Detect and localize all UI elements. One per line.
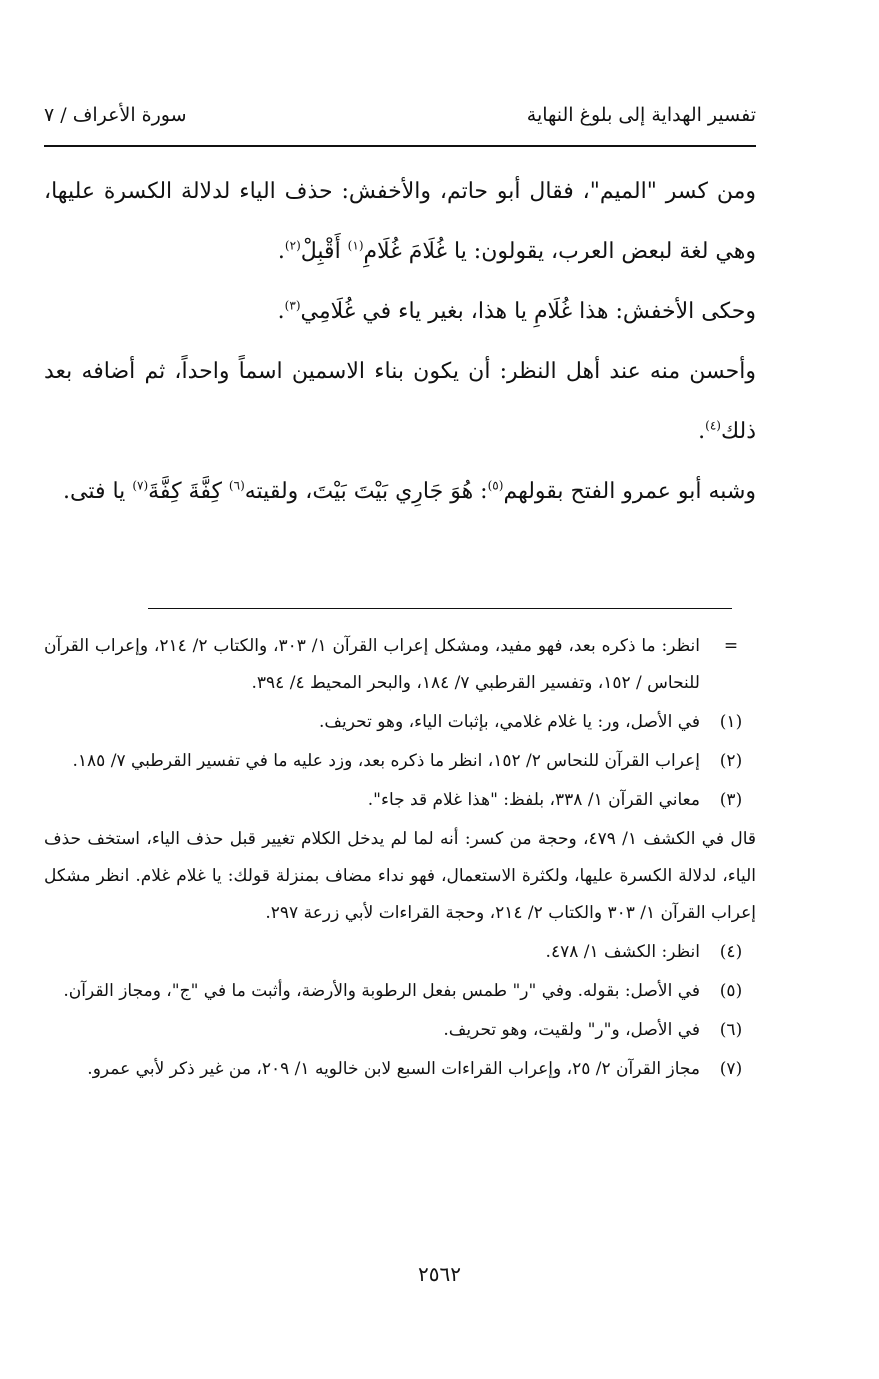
footnote-continued [44, 628, 756, 702]
main-text [44, 162, 756, 522]
footnote-2 [44, 743, 756, 780]
paragraph-2-end: . [277, 299, 285, 324]
footnote-divider [148, 608, 732, 609]
paragraph-1-word: أَقْبِلْ [300, 239, 348, 264]
footnote-ref-7[interactable]: (٧) [132, 478, 149, 493]
footnote-number: (٥) [719, 981, 743, 1001]
paragraph-1-line-1: ومن كسر "الميم"، فقال أبو حاتم، والأخفش: حذف الياء لدلالة الكسرة [103, 179, 756, 204]
footnote-ref-4[interactable]: (٤) [705, 418, 721, 433]
footnote-text: معاني القرآن ١/ ٣٣٨، بلفظ: "هذا غلام قد جاء". [367, 790, 700, 810]
surah-label: سورة الأعراف / ٧ [44, 104, 187, 126]
footnote-3-continuation [44, 821, 756, 932]
footnote-text: انظر: الكشف ١/ ٤٧٨. [545, 942, 700, 962]
footnote-7 [44, 1051, 756, 1088]
footnote-ref-5[interactable]: (٥) [487, 478, 504, 493]
footnote-ref-6[interactable]: (٦) [228, 478, 245, 493]
paragraph-1 [44, 162, 756, 282]
footnote-ref-3[interactable]: (٣) [284, 298, 301, 313]
footnote-5 [44, 973, 756, 1010]
footnote-text: في الأصل: بقوله. وفي "ر" طمس بفعل الرطوبة والأرضة، وأثبت ما في "ج"، ومجاز القرآن. [63, 981, 700, 1001]
book-title: تفسير الهداية إلى بلوغ النهاية [526, 104, 756, 126]
footnote-number: (٢) [719, 751, 743, 771]
paragraph-3-end: . [698, 419, 706, 444]
footnote-number: (٣) [719, 790, 743, 810]
header-divider [44, 145, 756, 147]
footnote-1 [44, 704, 756, 741]
footnote-number: (٤) [719, 942, 743, 962]
paragraph-2 [44, 282, 756, 342]
paragraph-1-end: . [277, 239, 285, 264]
footnote-number: (٦) [719, 1020, 743, 1040]
paragraph-1-line-2: عليها، وهي لغة لبعض العرب، يقولون: يا غُلَامَ غُلَامِ [44, 179, 756, 264]
page-number: ٢٥٦٢ [418, 1262, 461, 1286]
footnote-ref-2[interactable]: (٢) [284, 238, 301, 253]
paragraph-4-text-b: : هُوَ جَارِي بَيْتَ بَيْتَ، ولقيته [244, 479, 488, 504]
footnote-text: في الأصل، و"ر" ولقيت، وهو تحريف. [443, 1020, 700, 1040]
footnote-ref-1[interactable]: (١) [347, 238, 364, 253]
footnote-6 [44, 1012, 756, 1049]
footnote-text: انظر: ما ذكره بعد، فهو مفيد، ومشكل إعراب القرآن ١/ ٣٠٣، والكتاب ٢/ ٢١٤، وإعراب القرآن للنحاس / ١٥٢، وتفسير القرطبي ٧/ ١٨٤، والبحر المحيط ٤/ ٣٩٤. [44, 636, 700, 693]
footnote-marker: = [723, 636, 739, 656]
footnote-3 [44, 782, 756, 819]
footnote-text: في الأصل، ور: يا غلام غلامي، بإثبات الياء، وهو تحريف. [319, 712, 700, 732]
paragraph-4 [44, 462, 756, 522]
paragraph-4-text-d: يا فتى. [63, 479, 133, 504]
paragraph-4-text-a: وشبه أبو عمرو الفتح بقولهم [503, 479, 756, 504]
footnote-4 [44, 934, 756, 971]
footnote-number: (١) [719, 712, 743, 732]
paragraph-3-text: وأحسن منه عند أهل النظر: أن يكون بناء الاسمين اسماً واحداً، ثم أضافه بعد ذلك [44, 359, 756, 444]
footnotes-section [44, 628, 756, 1090]
running-header [44, 104, 756, 140]
footnote-text: مجاز القرآن ٢/ ٢٥، وإعراب القراءات السبع لابن خالويه ١/ ٢٠٩، من غير ذكر لأبي عمرو. [87, 1059, 700, 1079]
paragraph-3 [44, 342, 756, 462]
footnote-number: (٧) [719, 1059, 743, 1079]
footnote-text: إعراب القرآن للنحاس ٢/ ١٥٢، انظر ما ذكره بعد، وزد عليه ما في تفسير القرطبي ٧/ ١٨٥. [72, 751, 700, 771]
paragraph-2-text: وحكى الأخفش: هذا غُلَامِ يا هذا، بغير ياء في غُلَامِي [300, 299, 756, 324]
paragraph-4-text-c: كِفَّةَ كِفَّةَ [148, 479, 229, 504]
footnote-text: قال في الكشف ١/ ٤٧٩، وحجة من كسر: أنه لما لم يدخل الكلام تغيير قبل حذف الياء، استخف حذف الياء، لدلالة الكسرة عليها، ولكثرة الاستعمال، فهو نداء مضاف بمنزلة قولك: يا غلام غلام. انظر مشكل إعراب القرآن ١/ ٣٠٣ والكتاب ٢/ ٢١٤، وحجة القراءات لأبي زرعة ٢٩٧. [44, 829, 756, 923]
